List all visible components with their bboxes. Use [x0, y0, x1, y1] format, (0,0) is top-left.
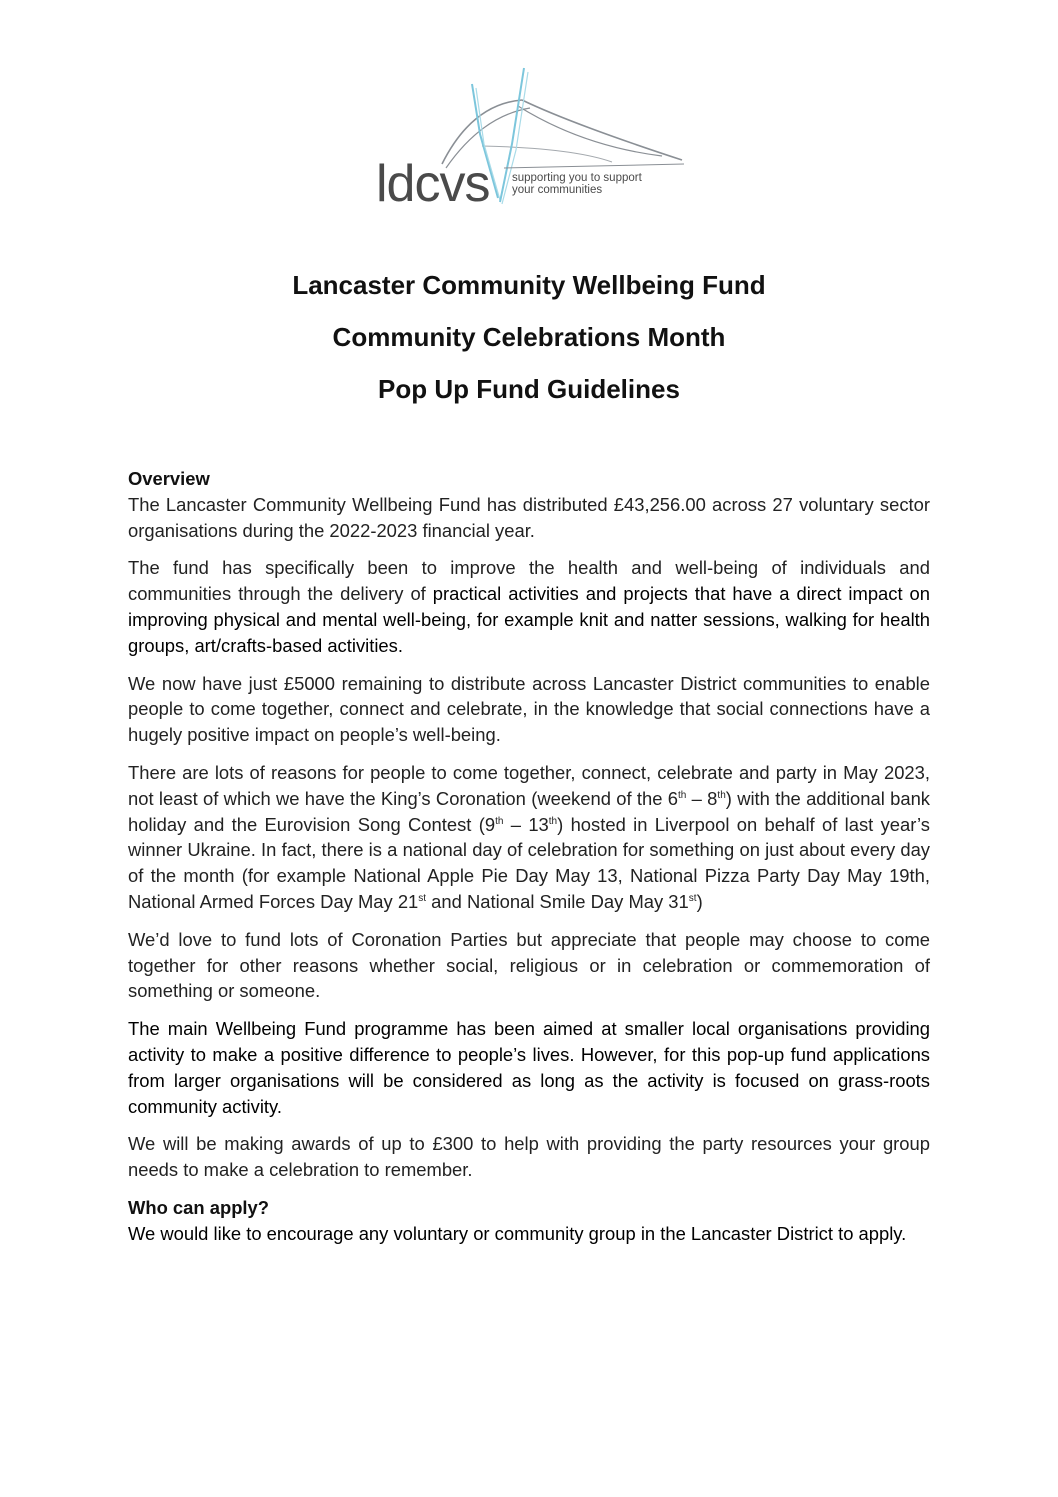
p4-sup-6: st	[688, 892, 697, 904]
logo-wordmark: ldcvs	[376, 155, 490, 213]
overview-paragraph-1: The Lancaster Community Wellbeing Fund has distributed £43,256.00 across 27 voluntary sector organisations during the 2022-2023 financial year.	[128, 493, 930, 541]
document-body	[128, 466, 930, 1259]
overview-paragraph-4	[128, 760, 930, 915]
overview-heading: Overview	[128, 468, 210, 489]
overview-paragraph-6: The main Wellbeing Fund programme has been aimed at smaller local organisations providing activity to make a positive difference to people’s lives. However, for this pop-up fund applications from larger organisations will be considered as long as the activity is focused on grass-roots community activity.	[128, 1018, 930, 1117]
p4-sup-2: th	[717, 789, 726, 801]
p4-text-g: )	[696, 890, 703, 912]
logo-tagline-line1: supporting you to support	[512, 172, 642, 184]
p4-text-c: ) with the additional bank holiday and the Eurovision Song Contest (9	[128, 787, 930, 835]
p4-sup-1: th	[678, 789, 687, 801]
overview-paragraph-5: We’d love to fund lots of Coronation Parties but appreciate that people may choose to come together for other reasons whether social, religious or in celebration or commemoration of something or someone.	[128, 928, 930, 1002]
logo-tagline	[512, 172, 642, 196]
overview-paragraph-3: We now have just £5000 remaining to distribute across Lancaster District communities to enable people to come together, connect and celebrate, in the knowledge that social connections have a hugely positive impact on people’s well-being.	[128, 672, 930, 746]
p4-sup-3: th	[495, 815, 504, 827]
overview-paragraph-7: We will be making awards of up to £300 to help with providing the party resources your group needs to make a celebration to remember.	[128, 1133, 930, 1181]
title-fund: Lancaster Community Wellbeing Fund	[292, 270, 766, 300]
p4-sup-5: st	[418, 892, 427, 904]
title-month: Community Celebrations Month	[332, 322, 726, 352]
document-titles	[0, 272, 1058, 402]
p4-text-a: There are lots of reasons for people to come together, connect, celebrate and party in May 2023, not least of which we have the King’s Coronation (weekend of the 6	[128, 761, 930, 809]
ldcvs-logo	[372, 64, 684, 214]
p4-text-e: ) hosted in Liverpool on behalf of last year’s winner Ukraine. In fact, there is a national day of celebration for something on just about every day of the month (for example National Apple Pie Day May 13, National Pizza Party Day May 19th, National Armed Forces Day May 21	[128, 813, 931, 912]
p4-text-b: – 8	[686, 787, 718, 809]
p4-text-f: and National Smile Day May 31	[426, 890, 689, 912]
title-guidelines: Pop Up Fund Guidelines	[378, 374, 680, 404]
paragraph-2-emphasis: practical activities and projects that have a direct impact on improving physical and mental well-being, for example knit and natter sessions, walking for health groups, art/crafts-based activities.	[128, 583, 931, 656]
overview-paragraph-2	[128, 555, 930, 658]
p4-sup-4: th	[548, 815, 558, 827]
who-can-apply-text: We would like to encourage any voluntary or community group in the Lancaster District to apply.	[128, 1222, 907, 1244]
logo-tagline-line2: your communities	[512, 184, 603, 196]
p4-text-d: – 13	[503, 813, 549, 835]
paragraph-2-text: The fund has specifically been to improve the health and well-being of individuals and communities through the delivery of	[128, 557, 930, 605]
who-can-apply-heading: Who can apply?	[128, 1196, 270, 1218]
